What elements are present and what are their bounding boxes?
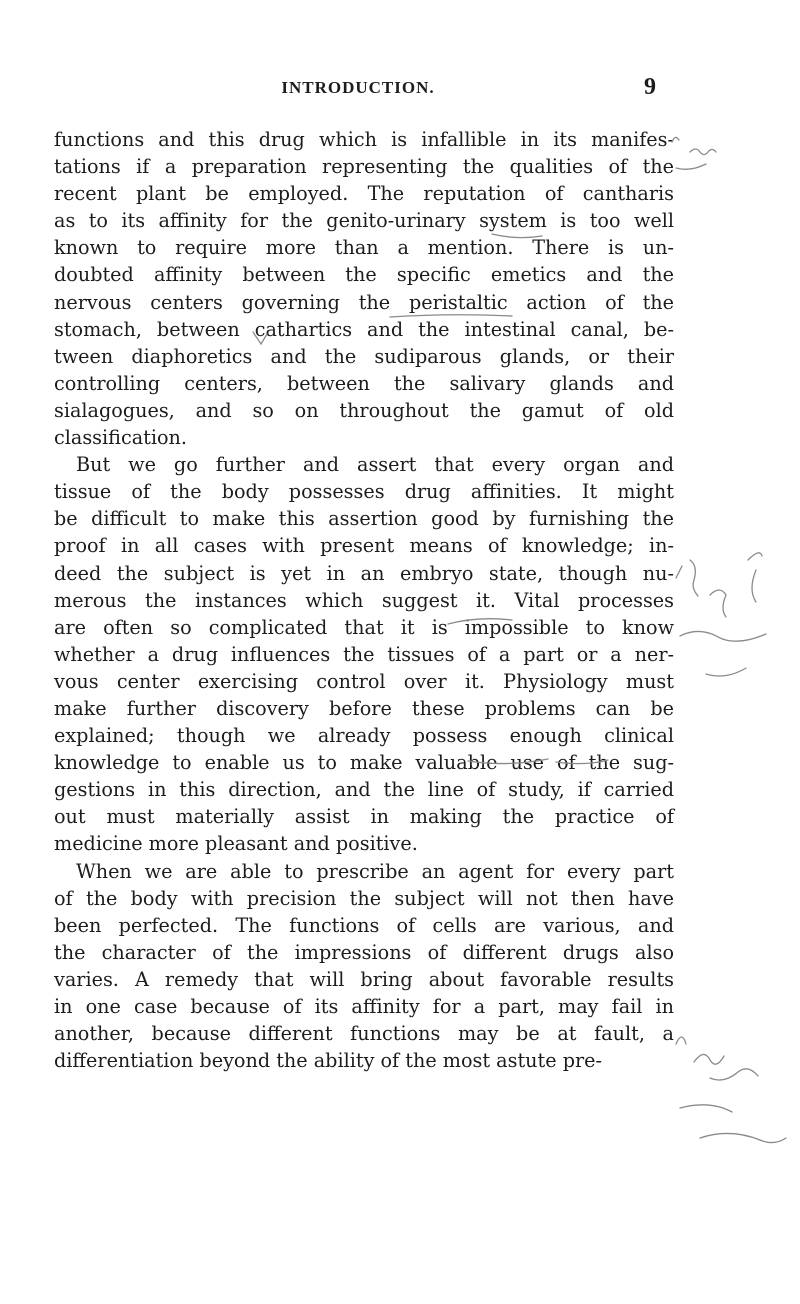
text-line: gestions in this direction, and the line of study, if carried — [54, 778, 674, 802]
text-line: controlling centers, between the salivary glands and — [54, 371, 674, 395]
text-line: stomach, between cathartics and the intestinal canal, be- — [54, 317, 674, 341]
text-line: differentiation beyond the ability of the most astute pre- — [54, 1049, 602, 1073]
text-line: tissue of the body possesses drug affinities. It might — [54, 480, 674, 504]
text-line: When we are able to prescribe an agent for every part — [76, 859, 674, 883]
text-line: be difficult to make this assertion good by furnishing the — [54, 507, 674, 531]
page-number: 9 — [644, 74, 656, 100]
text-line: known to require more than a mention. There is un- — [54, 236, 674, 260]
text-line: are often so complicated that it is impossible to know — [54, 615, 674, 639]
text-line: in one case because of its affinity for a part, may fail in — [54, 995, 674, 1018]
text-line: knowledge to enable us to make valuable use of the sug- — [54, 751, 674, 775]
text-line: tween diaphoretics and the sudiparous glands, or their — [54, 344, 674, 368]
text-line: tations if a preparation representing the qualities of the — [54, 155, 674, 179]
text-line: the character of the impressions of different drugs also — [54, 940, 674, 964]
text-line: another, because different functions may be at fault, a — [54, 1022, 674, 1046]
running-head: INTRODUCTION. — [281, 78, 435, 97]
text-line: explained; though we already possess enough clinical — [54, 724, 674, 748]
body-text — [54, 126, 674, 1074]
text-line: deed the subject is yet in an embryo state, though nu- — [54, 561, 674, 585]
text-line: doubted affinity between the specific emetics and the — [54, 263, 674, 287]
text-line: as to its affinity for the genito-urinary system is too well — [54, 209, 674, 233]
text-line: been perfected. The functions of cells are various, and — [54, 913, 674, 937]
text-line: proof in all cases with present means of knowledge; in- — [54, 534, 674, 558]
text-line: medicine more pleasant and positive. — [54, 832, 418, 856]
text-line: of the body with precision the subject will not then have — [54, 886, 674, 910]
text-line: vous center exercising control over it. Physiology must — [54, 669, 674, 693]
text-line: classification. — [54, 426, 187, 450]
text-line: functions and this drug which is infallible in its manifes- — [54, 128, 674, 151]
text-line: nervous centers governing the peristaltic action of the — [54, 290, 674, 314]
text-line: make further discovery before these problems can be — [54, 696, 674, 720]
page-header — [54, 74, 662, 106]
text-line: recent plant be employed. The reputation of cantharis — [54, 182, 674, 206]
text-line: whether a drug influences the tissues of a part or a ner- — [54, 642, 674, 666]
text-line: out must materially assist in making the practice of — [54, 805, 674, 829]
text-line: varies. A remedy that will bring about favorable results — [54, 967, 674, 991]
text-line: merous the instances which suggest it. Vital processes — [54, 588, 674, 612]
text-line: But we go further and assert that every organ and — [76, 453, 674, 477]
text-line: sialagogues, and so on throughout the gamut of old — [54, 398, 674, 422]
